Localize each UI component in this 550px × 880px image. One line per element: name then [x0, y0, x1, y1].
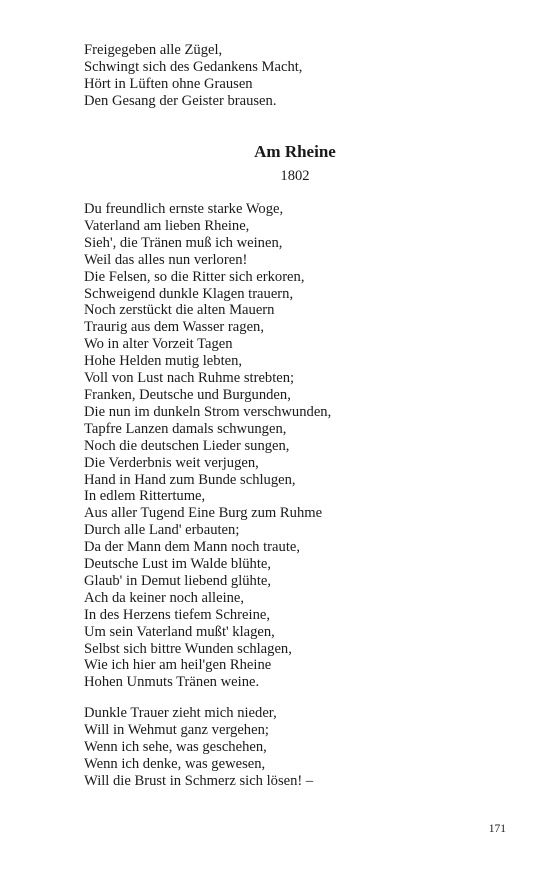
poem-line: Die nun im dunkeln Strom verschwunden,: [84, 403, 332, 420]
poem-line: Um sein Vaterland mußt' klagen,: [84, 623, 275, 640]
poem-line: Freigegeben alle Zügel,: [84, 42, 223, 58]
poem-line: Traurig aus dem Wasser ragen,: [84, 319, 264, 336]
poem-line: Schwingt sich des Gedankens Macht,: [84, 58, 303, 75]
poem-line: Schweigend dunkle Klagen trauern,: [84, 285, 294, 302]
poem-line: Wie ich hier am heil'gen Rheine: [84, 657, 272, 674]
poem-line: Durch alle Land' erbauten;: [84, 522, 240, 539]
poem-line: Wenn ich sehe, was geschehen,: [84, 738, 267, 755]
poem-line: Voll von Lust nach Ruhme strebten;: [84, 370, 295, 387]
poem-line: Wo in alter Vorzeit Tagen: [84, 336, 233, 353]
poem-line: Deutsche Lust im Walde blühte,: [84, 556, 272, 573]
poem-line: Aus aller Tugend Eine Burg zum Ruhme: [84, 505, 323, 522]
poem-line: In des Herzens tiefem Schreine,: [84, 606, 270, 623]
page-number: 171: [488, 823, 506, 835]
poem-line: Will in Wehmut ganz vergehen;: [84, 721, 269, 738]
poem-line: Hört in Lüften ohne Grausen: [84, 75, 253, 92]
poem-line: Die Felsen, so die Ritter sich erkoren,: [84, 268, 305, 285]
poem-line: Weil das alles nun verloren!: [84, 251, 248, 268]
poem-line: Da der Mann dem Mann noch traute,: [84, 539, 300, 556]
poem-line: Sieh', die Tränen muß ich weinen,: [84, 234, 283, 251]
poem-title: Am Rheine: [254, 142, 336, 161]
poem-line: Glaub' in Demut liebend glühte,: [84, 572, 272, 589]
poem-line: Vaterland am lieben Rheine,: [84, 217, 250, 234]
poem-line: Hohe Helden mutig lebten,: [84, 353, 243, 370]
stanza-first: [84, 201, 504, 691]
poem-line: Hand in Hand zum Bunde schlugen,: [84, 471, 296, 488]
stanza-second: [84, 705, 504, 790]
poem-line: Dunkle Trauer zieht mich nieder,: [84, 705, 277, 721]
poem-line: Will die Brust in Schmerz sich lösen! –: [84, 772, 314, 789]
poem-line: Hohen Unmuts Tränen weine.: [84, 674, 260, 691]
poem-year: 1802: [280, 168, 310, 184]
poem-line: Ach da keiner noch alleine,: [84, 589, 245, 606]
poem-line: Tapfre Lanzen damals schwungen,: [84, 420, 287, 437]
poem-line: Selbst sich bittre Wunden schlagen,: [84, 640, 292, 657]
poem-line: Noch zerstückt die alten Mauern: [84, 302, 275, 319]
poem-line: Den Gesang der Geister brausen.: [84, 92, 277, 109]
poem-line: Wenn ich denke, was gewesen,: [84, 755, 266, 772]
poem-line: Noch die deutschen Lieder sungen,: [84, 437, 290, 454]
poem-line: Die Verderbnis weit verjugen,: [84, 454, 259, 471]
poem-line: Franken, Deutsche und Burgunden,: [84, 386, 291, 403]
poem-line: In edlem Rittertume,: [84, 488, 206, 505]
poem-line: Du freundlich ernste starke Woge,: [84, 201, 284, 217]
stanza-previous-poem-ending: [84, 42, 504, 110]
